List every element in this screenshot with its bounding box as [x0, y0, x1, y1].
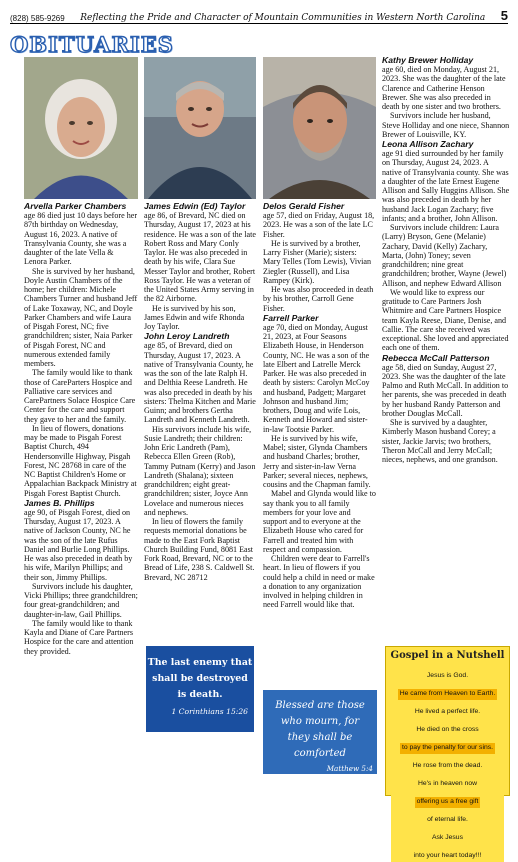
photo-delos-fisher [263, 57, 376, 199]
gospel-line: offering us a free gift [415, 797, 481, 808]
verse-reference: Matthew 5:4 [326, 764, 373, 773]
gospel-line: Jesus is God. [426, 672, 469, 679]
obituary-text: Survivors include children: Laura (Larry) Bryson, Gene (Melanie) Zachary, David (Kelly) Zachary, Marta, (John) Toney; seven grandchildren; nine great grandchildren; brother, Wayne (Jewel) Allison, and nephew Edward Allison [382, 223, 507, 288]
obituary-text: She is survived by a daughter, Kimberly Mason husband Corey; a sister, Jackie Jarvis; two brothers, Theron McCall and Jerry McCall; nieces, nephews, and one grandson. [382, 418, 498, 464]
obituary-text: He is survived by a brother, Larry Fisher (Marie); sisters: Mary Telles (Tom Lewis), Vivian Ziegler (Russell), and Lisa Rampey (Kirk). [263, 238, 371, 285]
obituary-text: age 70, died on Monday, August 21, 2023, at Four Seasons Elizabeth House, in Henderson County, NC. He was a son of the late Elbert and Latrelle Merck Parker. He was also preceded in death by sisters: Carolyn McCoy and husband, Padgett; Margaret Johnson and husband Jim; brothers, Doug and wife Lois, Kenneth and Howard and sister-in-law Tootsie Parker. [263, 322, 370, 434]
obituary-text: age 86, of Brevard, NC died on Thursday, August 17, 2023 at his residence. He was a son of the late Robert Ross and Mary Conly Taylor. He was also preceded in death by his wife, Clara Sue Messer Taylor and brother, Robert Ross Taylor. He was a veteran of the United States Army serving in the 82 Airborne. [144, 211, 256, 304]
obituary-name: James B. Phillips [24, 497, 95, 508]
header-tagline: Reflecting the Pride and Character of Mountain Communities in Western North Carolina [80, 13, 486, 23]
header-phone: (828) 585-9269 [10, 14, 65, 23]
gospel-line: of eternal life. [427, 816, 468, 823]
obituary-text: He was also proceeded in death by his brother, Carroll Gene Fisher. [263, 285, 374, 313]
section-title: OBITUARIES [10, 32, 174, 57]
obituary-text: The family would like to thank Kayla and Diane of Care Partners Hospice for the care and attention they provided. [24, 618, 134, 656]
obituary-name: Farrell Parker [263, 312, 319, 323]
obituary-text: age 85, of Brevard, died on Thursday, August 17, 2023. A native of Transylvania County, he was the son of the late Ralph H. and Delthia Reese Landreth. He was also preceded in death by his sisters: Thelma Kitchen and Marie Guinn; and brothers Gertha Landreth and Kenneth Landreth. [144, 341, 256, 425]
obituary-text: Survivors include her husband, Steve Holliday and one niece, Shannon Brewer of Louisville, KY. [382, 111, 510, 139]
obituary-text: age 86 died just 10 days before her 87th birthday on Wednesday, August 16, 2023. A native of Transylvania County, she was a daughter of the late Vella & Lenora Parker. [24, 211, 138, 267]
obituary-column-2 [144, 201, 256, 582]
obituary-text: In lieu of flowers, donations may be made to Pisgah Forest Baptist Church, 494 Hendersonville Highway, Pisgah Forest, NC 28768 in care of the NC Baptist Children's Home or Appalachian Backpack Ministry at Pisgah Forest Baptist Church. [24, 423, 137, 498]
gospel-title: Gospel in a Nutshell [390, 650, 505, 661]
obituary-text: She is survived by her husband, Doyle Austin Chambers of the home; her children: Michele Chambers Turner and husband Jeff of Lake Toxaway, NC, and Doyle Parker Chambers and wife Laura of Pisgah Forest, NC; five grandchildren; sister, Naia Parker of Pisgah Forest, NC and numerous extended family members. [24, 266, 138, 368]
obituary-text: Children were dear to Farrell's heart. In lieu of flowers if you could help a child in need or make a donation to any organization involved in helping children in need Farrell would like that. [263, 554, 375, 610]
verse-line: shall be destroyed [152, 673, 248, 684]
obituary-text: His survivors include his wife, Susie Landreth; their children: John Eric Landreth (Pam), Rebecca Ellen Green (Rob), Tammy Putnam (Kerry) and Jason Landreth (Shalana); sixteen grandchildren; eight great-grandchildren; sister, Joyce Ann Lovelace and numerous nieces and nephews. [144, 424, 256, 517]
obituary-text: Survivors include his daughter, Vicki Phillips; three grandchildren; four great-grandchildren; and daughter-in-law, Gail Phillips. [24, 581, 138, 619]
obituary-text: The family would like to thank those of CareParters Hospice and Palliative care services and CarePartners Solace Hospice Care Center for the care and support they gave to her and the family. [24, 368, 136, 424]
verse-line: Blessed are those [275, 700, 365, 711]
verse-box-matthew [263, 690, 377, 774]
obituary-column-4 [382, 55, 510, 464]
photo-james-taylor [144, 57, 256, 199]
gospel-line: into your heart today!!! [413, 852, 482, 859]
obituary-text: age 60, died on Monday, August 21, 2023. She was the daughter of the late Clarence and Catherine Henson Brewer. She was also preceded in death by one sister and two brothers. [382, 65, 506, 111]
obituary-text: Mabel and Glynda would like to say thank you to all family members for your love and support and to everyone at the Elizabeth House who cared for Farrell and treated him with respect and compassion. [263, 489, 376, 554]
obituary-column-1 [24, 201, 138, 656]
obituary-text: In lieu of flowers the family requests memorial donations be made to the East Fork Baptist Church Building Fund, 8081 East Fork Road, Brevard, NC or to the Bread of Life, 238 S. Caldwell St. Brevard, NC 28712 [144, 517, 255, 582]
gospel-line: He lived a perfect life. [414, 708, 481, 715]
obituary-name: Kathy Brewer Holliday [382, 55, 474, 65]
verse-reference: 1 Corinthians 15:26 [171, 707, 248, 716]
page-number: 5 [500, 8, 508, 23]
gospel-lines [391, 664, 504, 862]
verse-line: is death. [177, 689, 223, 700]
obituary-name: James Edwin (Ed) Taylor [144, 201, 246, 211]
obituary-text: age 58, died on Sunday, August 27, 2023. She was the daughter of the late Palmo and Ruth McCall. In addition to her parents, she was preceded in death by her husband Randy Patterson and brother Douglas McCall. [382, 362, 509, 418]
gospel-line: He's in heaven now [417, 780, 478, 787]
obituary-name: Delos Gerald Fisher [263, 201, 345, 211]
gospel-line: He died on the cross [416, 726, 479, 733]
obituary-text: We would like to express our gratitude to Care Partners Josh Whitmire and Care Partners Hospice team Kayla Reese, Diane, Denise, and Callie. The care she received was exceptional. She loved and appreciated each one of them. [382, 287, 509, 353]
obituary-text: He is survived by his son, James Edwin and wife Rhonda Joy Taylor. [144, 303, 245, 331]
obituary-name: John Leroy Landreth [144, 331, 230, 342]
page-header [10, 8, 508, 24]
gospel-line: to pay the penalty for our sins. [400, 743, 495, 754]
obituary-text: age 57, died on Friday, August 18, 2023. He was a son of the late LC Fisher. [263, 211, 375, 239]
obituary-text: He is survived by his wife, Mabel; sister, Glynda Chambers and husband Charles; brother, Jerry and sister-in-law Verna Parker; several nieces, nephews, cousins and the Chapman family. [263, 433, 371, 489]
obituary-name: Arvella Parker Chambers [24, 201, 127, 211]
obituary-text: age 91 died surrounded by her family on Thursday, August 24, 2023. A native of Transylvania county. She was a daughter of the late Ernest Eugene Allison and Sally Huggins Allison. She was also preceded in death by her husband Jack Logan Zachary; five infants; and a brother, John Allison. [382, 149, 510, 223]
photo-arvella-chambers [24, 57, 138, 199]
gospel-line: He came from Heaven to Earth. [398, 689, 498, 700]
obituary-text: age 90, of Pisgah Forest, died on Thursday, August 17, 2023. A native of Jackson County, NC he was the son of the late Rufus Daniel and Burlie Long Phillips. He was also preceded in death by his wife, Marilyn Phillips; and their son, Jimmy Phillips. [24, 507, 133, 582]
verse-line: The last enemy that [147, 657, 253, 668]
verse-line: who mourn, for [280, 716, 360, 727]
gospel-in-a-nutshell-box [385, 646, 510, 859]
gospel-line: He rose from the dead. [412, 762, 483, 769]
obituary-name: Rebecca McCall Patterson [382, 352, 490, 363]
obituary-column-3 [263, 201, 376, 610]
obituary-name: Leona Allison Zachary [382, 139, 474, 149]
verse-box-corinthians [146, 646, 254, 732]
verse-line: they shall be comforted [287, 732, 353, 759]
gospel-line: Ask Jesus [432, 834, 463, 841]
